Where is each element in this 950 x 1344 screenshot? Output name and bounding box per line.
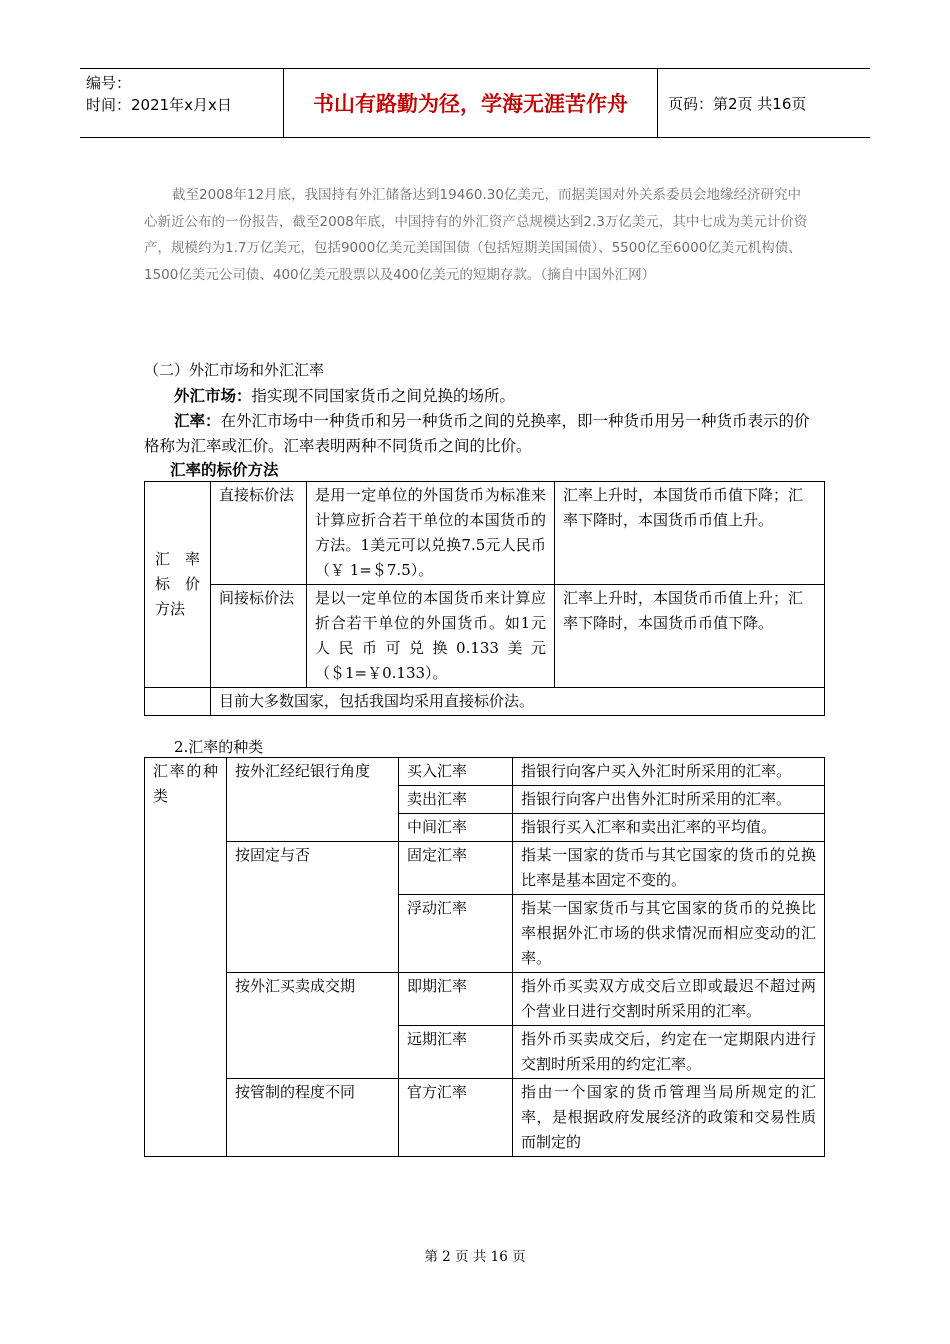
rate-type-desc: 指外币买卖成交后，约定在一定期限内进行交割时所采用的约定汇率。 (513, 1026, 825, 1079)
criterion-label: 按管制的程度不同 (227, 1079, 399, 1157)
header-meta (80, 69, 284, 137)
document-date-label: 时间：2021年x月x日 (86, 96, 232, 114)
rate-type-name: 固定汇率 (399, 842, 513, 895)
rate-type-desc: 指外币买卖双方成交后立即或最迟不超过两个营业日进行交割时所采用的汇率。 (513, 973, 825, 1026)
method-effect: 汇率上升时，本国货币币值下降；汇率下降时，本国货币币值上升。 (555, 482, 825, 585)
rate-types-heading: 2.汇率的种类 (174, 738, 264, 756)
page-header (80, 68, 870, 138)
forex-market-term: 外汇市场： (174, 387, 252, 405)
rate-type-name: 官方汇率 (399, 1079, 513, 1157)
section-heading: （二）外汇市场和外汇汇率 (144, 361, 325, 379)
table-row (145, 973, 825, 1026)
forex-market-definition (144, 384, 824, 409)
method-effect: 汇率上升时，本国货币币值上升；汇率下降时，本国货币币值下降。 (555, 585, 825, 688)
quote-method-side-label: 汇 率标 价方法 (145, 482, 211, 688)
exchange-rate-term: 汇率： (174, 412, 221, 430)
quote-method-note: 目前大多数国家，包括我国均采用直接标价法。 (211, 688, 825, 716)
table-row (145, 482, 825, 585)
rate-type-name: 浮动汇率 (399, 895, 513, 973)
rate-type-desc: 指银行向客户买入外汇时所采用的汇率。 (513, 758, 825, 786)
forex-market-def: 指实现不同国家货币之间兑换的场所。 (251, 387, 516, 405)
method-name: 直接标价法 (211, 482, 307, 585)
table-row (145, 1079, 825, 1157)
exchange-rate-definition (144, 409, 824, 459)
criterion-label: 按固定与否 (227, 842, 399, 973)
rate-types-side-label: 汇率的种类 (145, 758, 227, 1157)
method-definition: 是用一定单位的外国货币为标准来计算应折合若干单位的本国货币的方法。1美元可以兑换7.5元人民币（￥ 1=＄7.5）。 (307, 482, 555, 585)
page-footer: 第 2 页 共 16 页 (424, 1249, 526, 1265)
header-page-label: 页码：第2页 共16页 (668, 94, 807, 113)
rate-type-name: 买入汇率 (399, 758, 513, 786)
method-name: 间接标价法 (211, 585, 307, 688)
method-definition: 是以一定单位的本国货币来计算应折合若干单位的外国货币。如1元人民币可兑换0.133美元（＄1=￥0.133）。 (307, 585, 555, 688)
rate-type-desc: 指银行向客户出售外汇时所采用的汇率。 (513, 786, 825, 814)
rate-type-name: 远期汇率 (399, 1026, 513, 1079)
exchange-rate-def: 在外汇市场中一种货币和另一种货币之间的兑换率，即一种货币用另一种货币表示的价格称为汇率或汇价。汇率表明两种不同货币之间的比价。 (144, 412, 810, 455)
rate-types-table (144, 757, 825, 1157)
rate-type-name: 即期汇率 (399, 973, 513, 1026)
quote-method-title (170, 458, 850, 483)
rate-type-desc: 指某一国家的货币与其它国家的货币的兑换比率是基本固定不变的。 (513, 842, 825, 895)
table-row (145, 585, 825, 688)
quote-method-table (144, 481, 825, 716)
table-row (145, 758, 825, 786)
rate-type-desc: 指银行买入汇率和卖出汇率的平均值。 (513, 814, 825, 842)
quote-method-title-text: 汇率的标价方法 (170, 461, 279, 479)
criterion-label: 按外汇买卖成交期 (227, 973, 399, 1079)
document-number-label: 编号： (86, 74, 132, 92)
table-row (145, 842, 825, 895)
rate-type-desc: 指由一个国家的货币管理当局所规定的汇率，是根据政府发展经济的政策和交易性质而制定的 (513, 1079, 825, 1157)
quoted-news-paragraph: 截至2008年12月底，我国持有外汇储备达到19460.30亿美元，而据美国对外关系委员会地缘经济研究中心新近公布的一份报告，截至2008年底，中国持有的外汇资产总规模达到2.3万亿美元，其中七成为美元计价资产，规模约为1.7万亿美元，包括9000亿美元美国国债（包括短期美国国债）、5500亿至6000亿美元机构债、1500亿美元公司债、400亿美元股票以及400亿美元的短期存款。（摘自中国外汇网） (144, 187, 808, 283)
table-row (145, 688, 825, 716)
header-motto: 书山有路勤为径，学海无涯苦作舟 (284, 69, 658, 137)
criterion-label: 按外汇经纪银行角度 (227, 758, 399, 842)
rate-type-desc: 指某一国家货币与其它国家的货币的兑换比率根据外汇市场的供求情况而相应变动的汇率。 (513, 895, 825, 973)
rate-type-name: 卖出汇率 (399, 786, 513, 814)
rate-type-name: 中间汇率 (399, 814, 513, 842)
